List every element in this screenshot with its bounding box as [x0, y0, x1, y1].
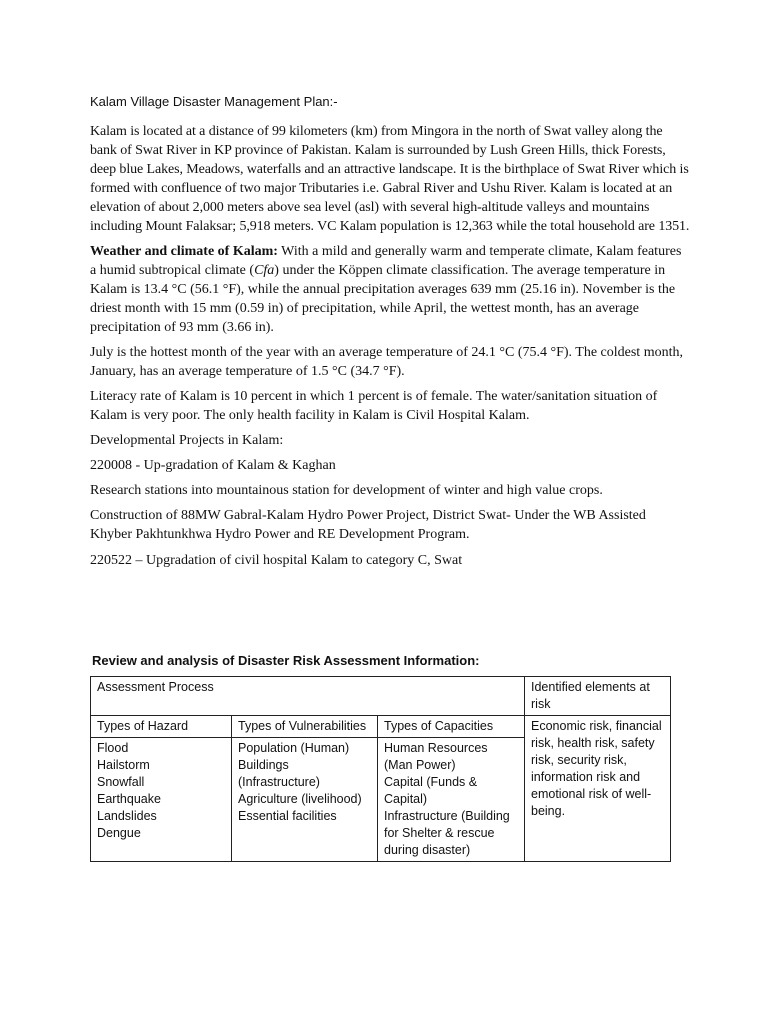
hazard-list-cell	[91, 738, 232, 862]
vulnerability-column-header: Types of Vulnerabilities	[232, 716, 378, 738]
document-body	[90, 122, 690, 576]
hazard-item: Snowfall	[97, 775, 145, 789]
project-item: Research stations into mountainous station for development of winter and high value crops.	[90, 483, 603, 498]
climate-text-1: With a mild and generally warm and temperate climate, Kalam features a humid subtropical climate (	[90, 244, 682, 278]
project-item: 220008 - Up-gradation of Kalam & Kaghan	[90, 458, 336, 473]
climate-code: Cfa	[254, 263, 275, 278]
hazard-item: Earthquake	[97, 792, 161, 806]
capacity-item: Human Resources (Man Power)	[384, 741, 488, 772]
capacity-column-header: Types of Capacities	[378, 716, 525, 738]
capacity-item: Infrastructure (Building for Shelter & rescue during disaster)	[384, 809, 510, 857]
projects-heading: Developmental Projects in Kalam:	[90, 433, 284, 448]
climate-paragraph	[90, 242, 690, 337]
climate-text-2: ) under the Köppen climate classification. The average temperature in Kalam is 13.4 °C (56.1 °F), while the annual precipitation averages 639 mm (25.16 in). November is the driest month with 15 mm (0.59 in) of precipitation, while April, the wettest month, has an average precipitation of 93 mm (3.66 in).	[90, 263, 676, 335]
hazard-item: Flood	[97, 741, 129, 755]
table-subheader-row	[91, 716, 671, 738]
hazard-item: Hailstorm	[97, 758, 150, 772]
capacity-list-cell	[378, 738, 525, 862]
hazard-item: Dengue	[97, 826, 141, 840]
project-item: Construction of 88MW Gabral-Kalam Hydro Power Project, District Swat- Under the WB Assisted Khyber Pakhtunkhwa Hydro Power and RE Development Program.	[90, 508, 646, 542]
table-header-row	[91, 677, 671, 716]
vulnerability-item: Population (Human)	[238, 741, 350, 755]
vulnerability-item: Buildings (Infrastructure)	[238, 758, 320, 789]
elements-at-risk-cell: Economic risk, financial risk, health risk, safety risk, security risk, information risk and emotional risk of well-being.	[525, 716, 671, 862]
capacity-item: Capital (Funds & Capital)	[384, 775, 478, 806]
project-item: 220522 – Upgradation of civil hospital Kalam to category C, Swat	[90, 553, 463, 568]
intro-paragraph: Kalam is located at a distance of 99 kilometers (km) from Mingora in the north of Swat valley along the bank of Swat River in KP province of Pakistan. Kalam is surrounded by Lush Green Hills, thick Forests, deep blue Lakes, Meadows, waterfalls and an attractive landscape. It is the birthplace of Swat River which is formed with confluence of two major Tributaries i.e. Gabral River and Ushu River. Kalam is located at an elevation of about 2,000 meters above sea level (asl) with several high-altitude valleys and mountains including Mount Falaksar; 5,918 meters. VC Kalam population is 12,363 while the total household are 1351.	[90, 124, 690, 234]
literacy-paragraph: Literacy rate of Kalam is 10 percent in which 1 percent is of female. The water/sanitation situation of Kalam is very poor. The only health facility in Kalam is Civil Hospital Kalam.	[90, 389, 658, 423]
elements-at-risk-header: Identified elements at risk	[525, 677, 671, 716]
vulnerability-list-cell	[232, 738, 378, 862]
review-heading: Review and analysis of Disaster Risk Assessment Information:	[92, 653, 480, 668]
hazard-column-header: Types of Hazard	[91, 716, 232, 738]
document-title: Kalam Village Disaster Management Plan:-	[90, 94, 338, 109]
climate-heading: Weather and climate of Kalam:	[90, 244, 278, 259]
risk-assessment-table	[90, 676, 671, 862]
temperature-paragraph: July is the hottest month of the year with an average temperature of 24.1 °C (75.4 °F). The coldest month, January, has an average temperature of 1.5 °C (34.7 °F).	[90, 345, 683, 379]
assessment-process-header: Assessment Process	[91, 677, 525, 716]
vulnerability-item: Agriculture (livelihood)	[238, 792, 362, 806]
vulnerability-item: Essential facilities	[238, 809, 337, 823]
hazard-item: Landslides	[97, 809, 157, 823]
